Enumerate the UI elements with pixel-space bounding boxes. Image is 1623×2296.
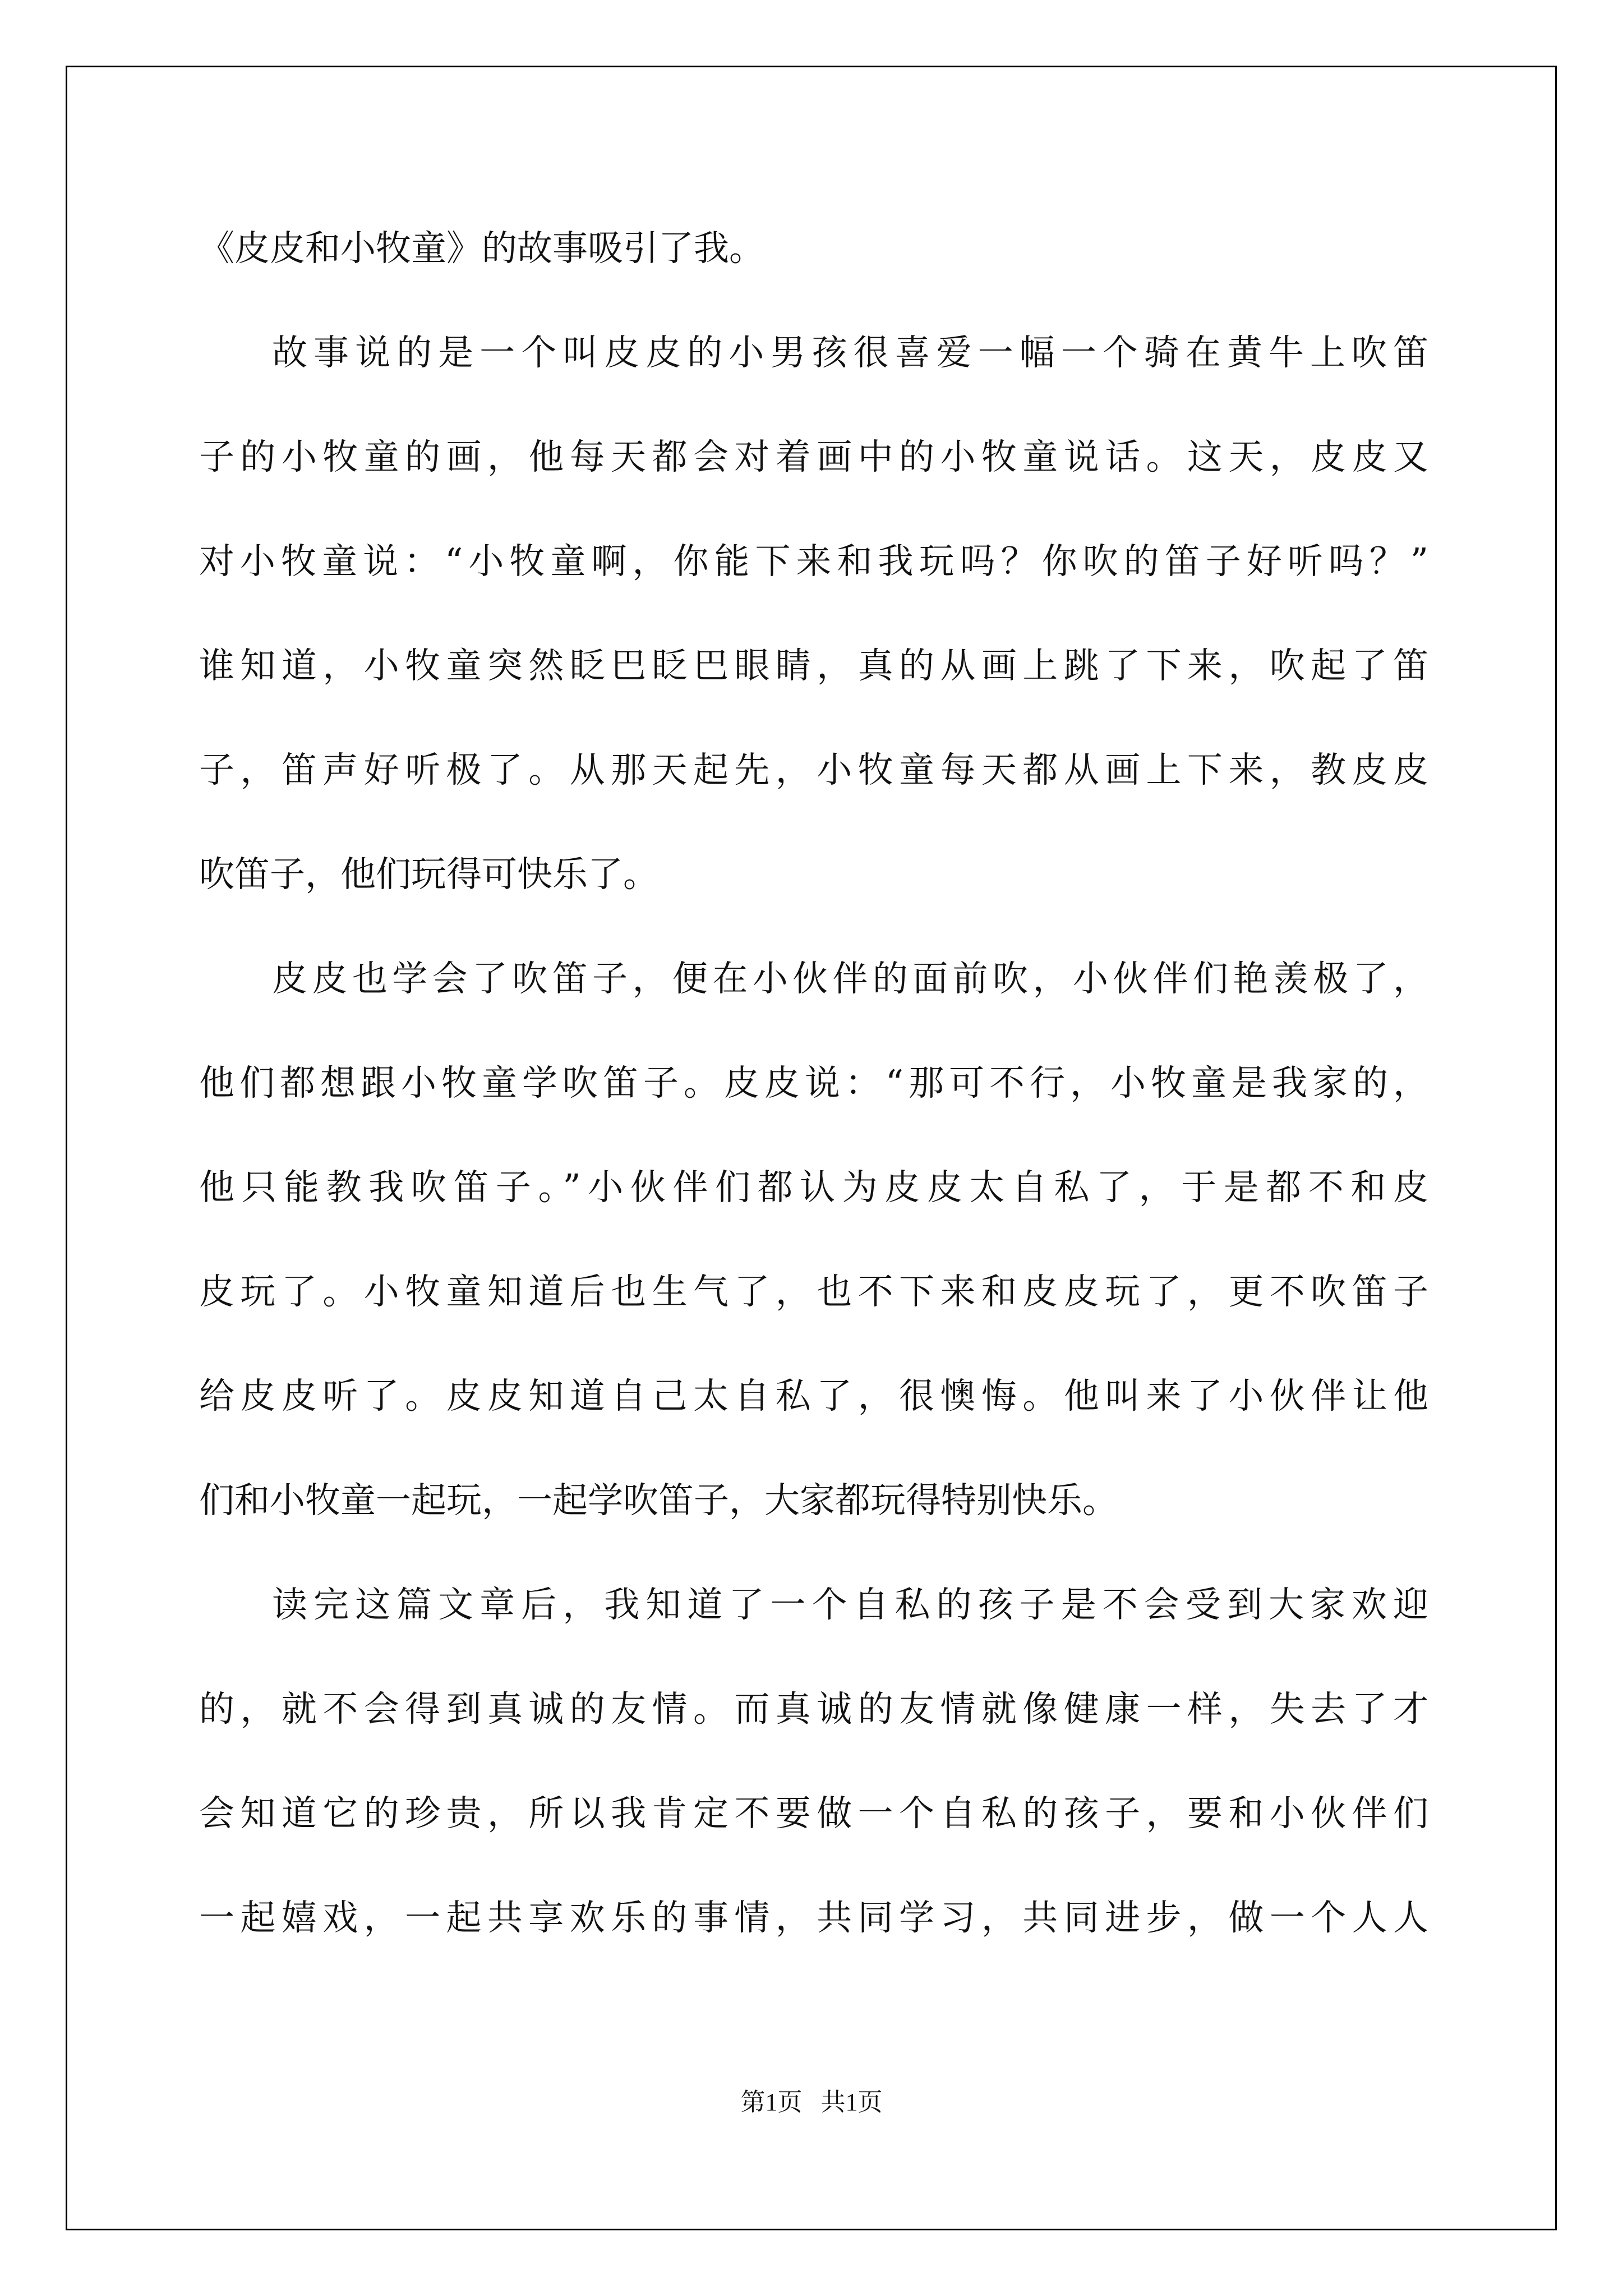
- text-line: 读完这篇文章后，我知道了一个自私的孩子是不会受到大家欢迎: [272, 1584, 1428, 1625]
- text-line: 谁知道，小牧童突然眨巴眨巴眼睛，真的从画上跳了下来，吹起了笛: [199, 645, 1428, 686]
- text-line: 们和小牧童一起玩，一起学吹笛子，大家都玩得特别快乐。: [199, 1480, 1118, 1521]
- text-line: 对小牧童说：“小牧童啊，你能下来和我玩吗？你吹的笛子好听吗？”: [199, 541, 1428, 582]
- text-line: 给皮皮听了。皮皮知道自己太自私了，很懊悔。他叫来了小伙伴让他: [199, 1375, 1428, 1416]
- text-line: 子的小牧童的画，他每天都会对着画中的小牧童说话。这天，皮皮又: [199, 436, 1428, 477]
- text-line: 子，笛声好听极了。从那天起先，小牧童每天都从画上下来，教皮皮: [199, 749, 1428, 790]
- text-line: 他只能教我吹笛子。”小伙伴们都认为皮皮太自私了，于是都不和皮: [199, 1167, 1428, 1208]
- text-line: 他们都想跟小牧童学吹笛子。皮皮说：“那可不行，小牧童是我家的，: [199, 1062, 1428, 1103]
- text-line: 一起嬉戏，一起共享欢乐的事情，共同学习，共同进步，做一个人人: [199, 1897, 1428, 1938]
- text-line: 皮皮也学会了吹笛子，便在小伙伴的面前吹，小伙伴们艳羡极了，: [272, 958, 1428, 999]
- text-line: 会知道它的珍贵，所以我肯定不要做一个自私的孩子，要和小伙伴们: [199, 1793, 1428, 1834]
- body-text: [199, 196, 1428, 1970]
- text-line: 吹笛子，他们玩得可快乐了。: [199, 854, 658, 895]
- text-line: 皮玩了。小牧童知道后也生气了，也不下来和皮皮玩了，更不吹笛子: [199, 1271, 1428, 1312]
- text-line: 《皮皮和小牧童》的故事吸引了我。: [199, 228, 764, 269]
- text-line: 的，就不会得到真诚的友情。而真诚的友情就像健康一样，失去了才: [199, 1688, 1428, 1729]
- text-line: 故事说的是一个叫皮皮的小男孩很喜爱一幅一个骑在黄牛上吹笛: [272, 332, 1428, 373]
- page-number-footer: 第1页 共1页: [740, 2088, 883, 2116]
